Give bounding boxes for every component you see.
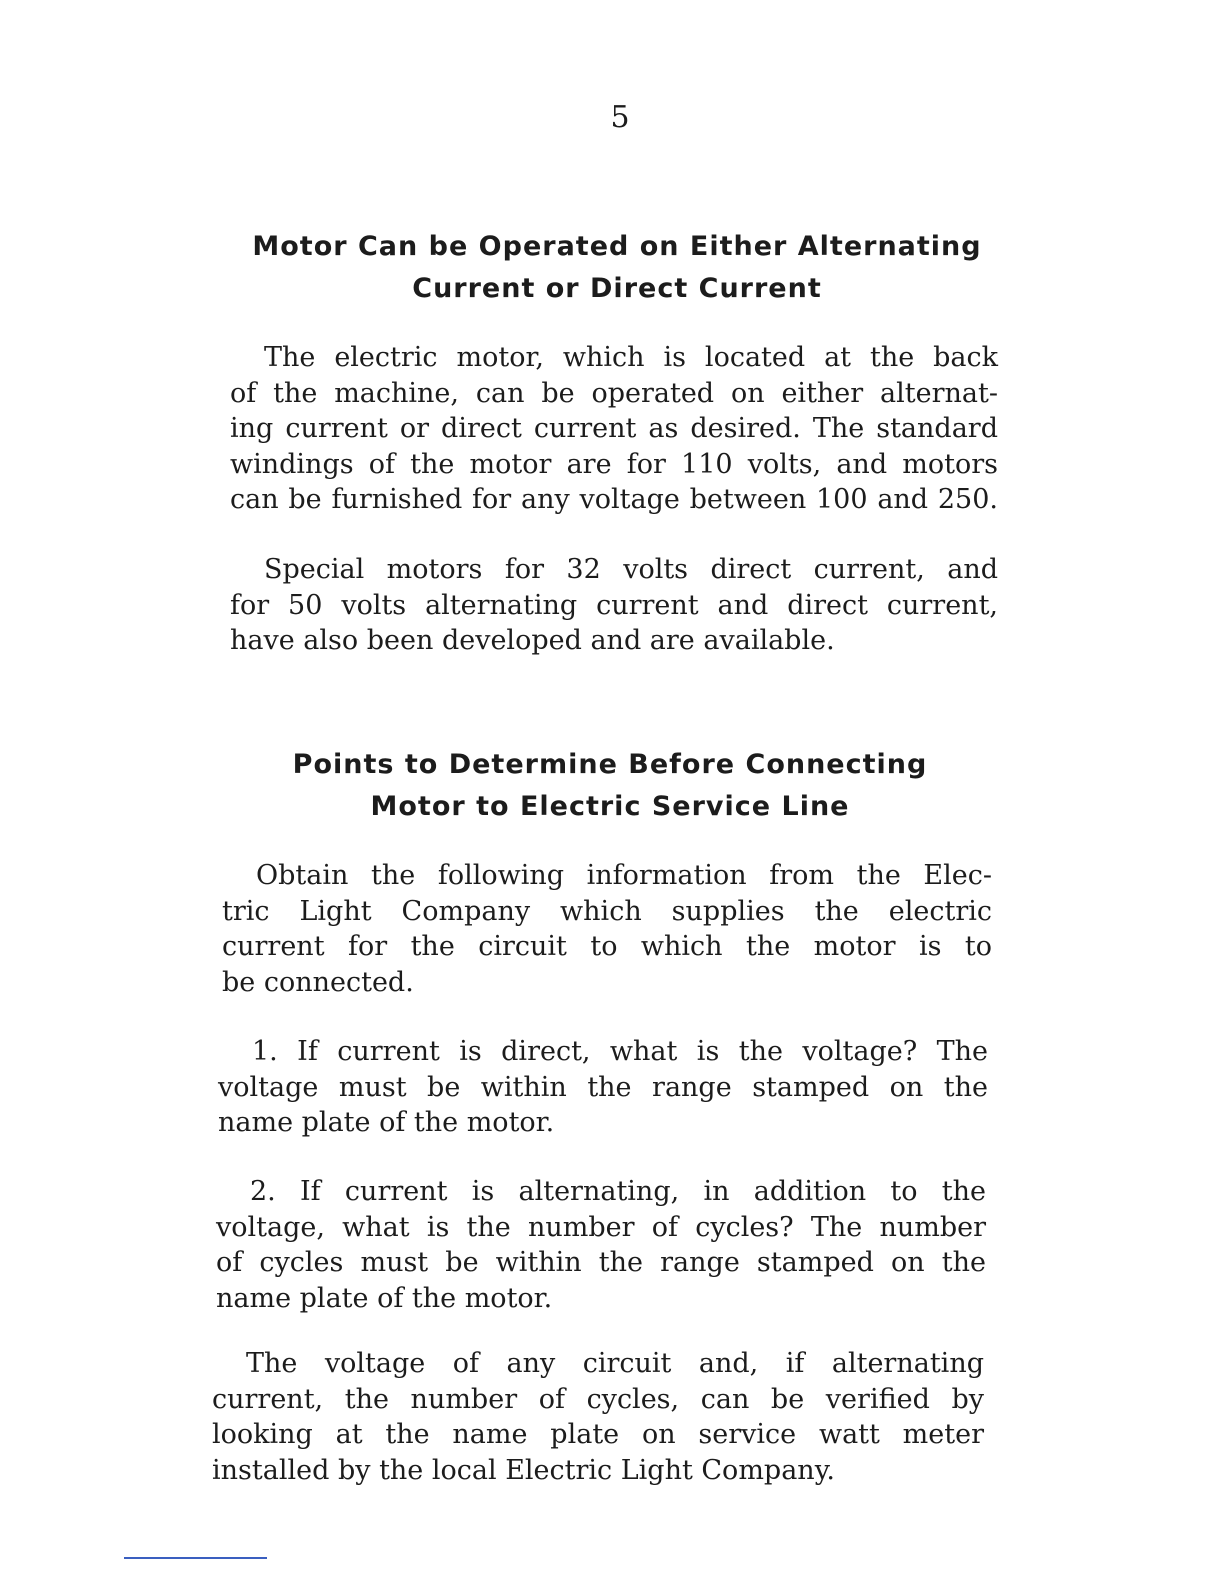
- text-line: The electric motor, which is located at the back: [264, 342, 998, 373]
- text-line: current for the circuit to which the motor is to: [222, 931, 992, 962]
- text-line: tric Light Company which supplies the electric: [222, 895, 992, 927]
- paragraph-special-motors: [230, 552, 998, 659]
- list-item-alternating-current: [216, 1174, 986, 1316]
- footer-rule: [124, 1557, 267, 1559]
- text-line: The voltage of any circuit and, if alternating: [246, 1348, 984, 1379]
- list-item-direct-current: [218, 1034, 988, 1141]
- heading-line: Current or Direct Current: [412, 273, 822, 304]
- heading-line: Motor Can be Operated on Either Alternating: [252, 231, 982, 262]
- text-line: can be furnished for any voltage between 100 and 250.: [230, 484, 998, 515]
- text-line: of cycles must be within the range stamped on the: [216, 1247, 986, 1278]
- heading-line: Motor to Electric Service Line: [370, 791, 850, 822]
- text-line: voltage, what is the number of cycles? The number: [216, 1211, 986, 1243]
- text-line: for 50 volts alternating current and direct current,: [230, 589, 998, 621]
- text-line: windings of the motor are for 110 volts, and motors: [230, 448, 998, 480]
- text-line: name plate of the motor.: [216, 1282, 553, 1314]
- text-line: have also been developed and are available.: [230, 625, 835, 656]
- section-heading-motor-current: [222, 226, 1012, 310]
- text-line: be connected.: [222, 966, 414, 998]
- text-line: 1. If current is direct, what is the voltage? The: [252, 1036, 988, 1067]
- page-number: 5: [610, 100, 630, 135]
- section-heading-points-to-determine: [250, 744, 970, 828]
- paragraph-verify-voltage: [212, 1346, 984, 1488]
- text-line: Obtain the following information from the Elec-: [256, 860, 992, 891]
- text-line: 2. If current is alternating, in addition to the: [250, 1176, 986, 1207]
- paragraph-motor-description: [230, 340, 998, 518]
- text-line: current, the number of cycles, can be verified by: [212, 1383, 984, 1415]
- text-line: name plate of the motor.: [218, 1107, 555, 1138]
- text-line: installed by the local Electric Light Company.: [212, 1454, 835, 1486]
- paragraph-obtain-information: [222, 858, 992, 1000]
- text-line: Special motors for 32 volts direct current, and: [264, 554, 998, 585]
- heading-line: Points to Determine Before Connecting: [292, 749, 928, 780]
- text-line: looking at the name plate on service watt meter: [212, 1419, 984, 1450]
- text-line: voltage must be within the range stamped on the: [218, 1071, 988, 1103]
- text-line: of the machine, can be operated on either alternat-: [230, 377, 998, 409]
- text-line: ing current or direct current as desired. The standard: [230, 413, 998, 444]
